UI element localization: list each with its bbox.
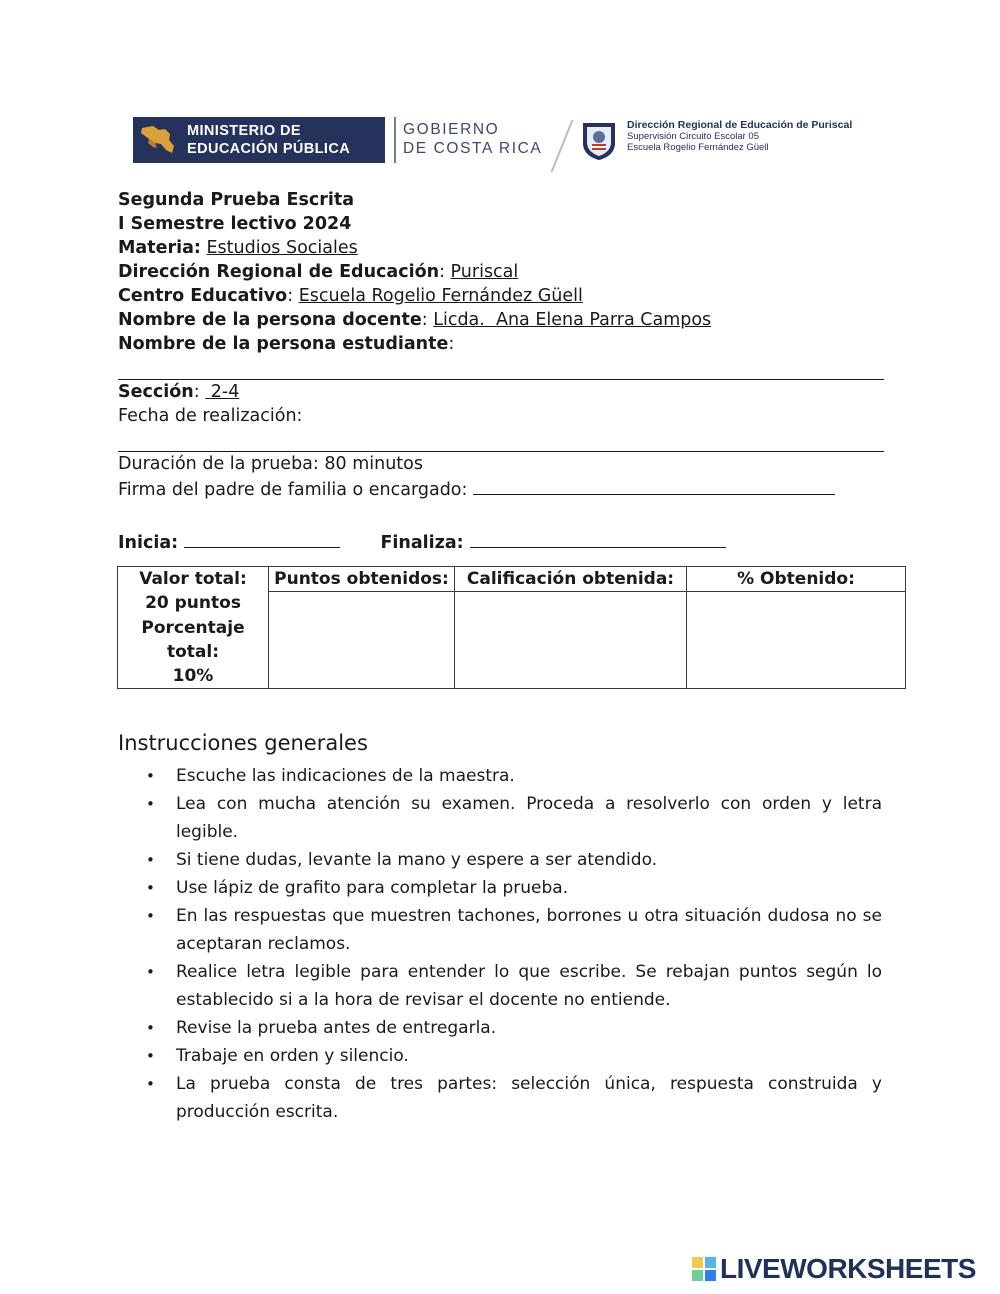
list-item [118,902,882,958]
exam-info [118,188,884,500]
instructions-title: Instrucciones generales [118,731,368,755]
finaliza-label: Finaliza: [380,533,464,553]
logo-divider [394,117,396,163]
logo-slash-divider [551,120,574,173]
list-item [118,790,882,846]
time-fields [118,529,726,553]
materia-value: Estudios Sociales [206,238,358,258]
firma-line [118,476,884,500]
list-item [118,1070,882,1126]
student-name-field[interactable] [118,356,884,380]
direccion-value: Puriscal [450,262,519,282]
valor-line-5: 10% [172,666,214,687]
dre-line1: Dirección Regional de Educación de Puriscal [627,119,853,131]
direccion-label: Dirección Regional de Educación [118,262,440,282]
list-item [118,958,882,1014]
estudiante-line [118,332,884,356]
exam-title: Segunda Prueba Escrita [118,190,355,210]
docente-value: Licda. Ana Elena Parra Campos [433,310,712,330]
obtenido-cell[interactable] [687,592,906,689]
gobierno-line1: GOBIERNO [403,121,500,138]
direccion-line [118,260,884,284]
bullet-icon: • [146,767,155,785]
costa-rica-map-icon [139,122,179,158]
materia-line [118,236,884,260]
list-item [118,762,882,790]
bullet-icon: • [146,851,155,869]
date-field[interactable] [118,428,884,452]
colon: : [448,334,455,354]
instruction-text: Lea con mucha atención su examen. Proceda a resolverlo con orden y letra legible. [176,794,882,842]
seccion-label: Sección [118,382,194,402]
inicia-label: Inicia: [118,533,179,553]
bullet-icon: • [146,795,155,813]
bullet-icon: • [146,1075,155,1093]
bullet-icon: • [146,963,155,981]
start-time-field[interactable] [184,529,340,548]
fecha-label: Fecha de realización: [118,406,303,426]
docente-label: Nombre de la persona docente [118,310,422,330]
mep-logo-line2: EDUCACIÓN PÚBLICA [187,141,351,157]
puntos-header: Puntos obtenidos: [269,567,455,592]
seccion-value: 2-4 [205,382,240,402]
centro-line [118,284,884,308]
materia-label: Materia: [118,238,201,258]
instruction-text: Use lápiz de grafito para completar la prueba. [176,878,569,898]
exam-semester: I Semestre lectivo 2024 [118,214,352,234]
end-time-field[interactable] [470,529,726,548]
centro-label: Centro Educativo [118,286,288,306]
instruction-text: Revise la prueba antes de entregarla. [176,1018,497,1038]
centro-value: Escuela Rogelio Fernández Güell [298,286,583,306]
score-table [117,566,906,689]
valor-line-3: Porcentaje [141,617,245,638]
list-item [118,846,882,874]
mep-logo-line1: MINISTERIO DE [187,123,301,139]
instruction-text: En las respuestas que muestren tachones, borrones u otra situación dudosa no se aceptaran reclamos. [176,906,882,954]
colon: : [439,262,445,282]
instruction-text: Realice letra legible para entender lo que escribe. Se rebajan puntos según lo establecido si a la hora de revisar el docente no entiende. [176,962,882,1010]
obtenido-header: % Obtenido: [687,567,906,592]
instruction-text: Escuche las indicaciones de la maestra. [176,766,515,786]
list-item [118,1042,882,1070]
puntos-cell[interactable] [269,592,455,689]
mep-logo [133,117,385,163]
bullet-icon: • [146,907,155,925]
calificacion-header: Calificación obtenida: [455,567,687,592]
firma-label: Firma del padre de familia o encargado: [118,480,468,500]
liveworksheets-logo-icon [692,1257,716,1281]
gobierno-logo [403,120,542,158]
dre-line2: Supervisión Circuito Escolar 05 [627,131,760,142]
bullet-icon: • [146,879,155,897]
bullet-icon: • [146,1047,155,1065]
header-logos [133,114,873,170]
regional-direction-text [627,120,852,153]
instructions-list [118,762,882,1126]
docente-line [118,308,884,332]
list-item [118,1014,882,1042]
colon: : [287,286,294,306]
list-item [118,874,882,902]
duracion-text: Duración de la prueba: 80 minutos [118,454,423,474]
colon: : [421,310,428,330]
seccion-line [118,380,884,404]
bullet-icon: • [146,1019,155,1037]
instruction-text: Si tiene dudas, levante la mano y espere a ser atendido. [176,850,658,870]
valor-line-2: 20 puntos [145,593,241,614]
brand-name: LIVEWORKSHEETS [720,1253,976,1284]
dre-line3: Escuela Rogelio Fernández Güell [627,142,769,153]
gobierno-line2: DE COSTA RICA [403,140,543,157]
instruction-text: La prueba consta de tres partes: selección única, respuesta construida y producción escrita. [176,1074,882,1122]
estudiante-label: Nombre de la persona estudiante [118,334,449,354]
school-shield-icon [581,119,617,161]
colon: : [193,382,200,402]
valor-line-1: Valor total: [139,569,247,589]
total-value-cell [118,567,269,689]
calificacion-cell[interactable] [455,592,687,689]
signature-field[interactable] [473,476,835,495]
instruction-text: Trabaje en orden y silencio. [176,1046,409,1066]
valor-line-4: total: [166,641,220,662]
